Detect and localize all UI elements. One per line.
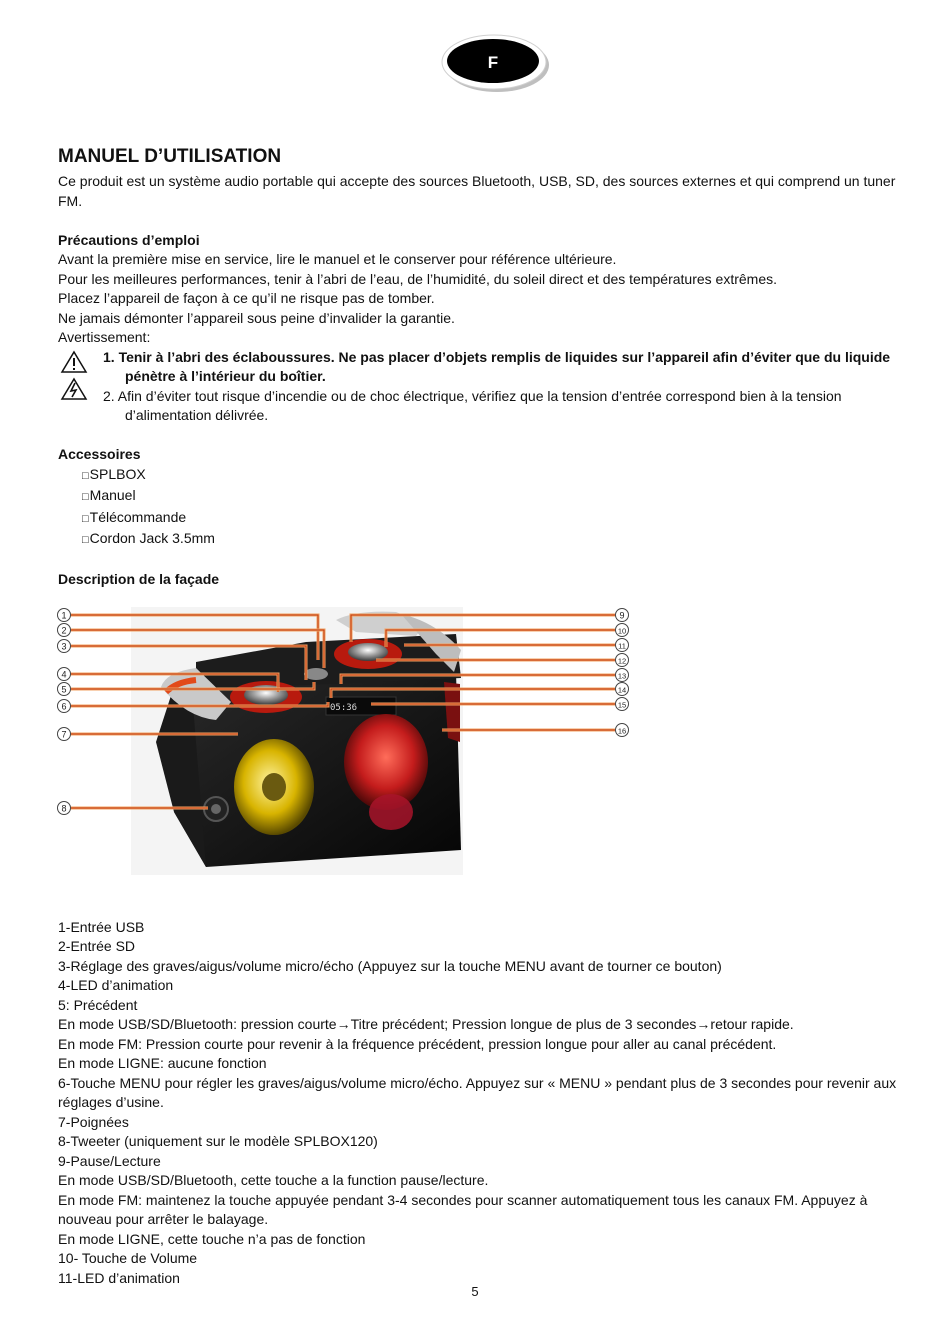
description-line: En mode LIGNE, cette touche n’a pas de fonction xyxy=(58,1230,366,1247)
callout-number: 15 xyxy=(617,700,627,709)
precaution-line: Avant la première mise en service, lire le manuel et le conserver pour référence ultérieure. xyxy=(58,251,617,267)
callout-number: 8 xyxy=(61,803,67,813)
display-readout: 05:36 xyxy=(330,702,358,713)
checkbox-icon: □ xyxy=(82,512,89,525)
precaution-line: Pour les meilleures performances, tenir à l’abri de l’eau, de l’humidité, du soleil direct et des températures extrêmes. xyxy=(58,270,778,287)
description-line: 5: Précédent xyxy=(58,996,138,1013)
description-line: En mode USB/SD/Bluetooth: pression courte→Titre précédent; Pression longue de plus de 3 secondes→retour rapide. xyxy=(58,1016,794,1032)
callout-number: 2 xyxy=(61,625,67,635)
callout-number: 16 xyxy=(617,726,627,735)
list-item: □Manuel xyxy=(82,487,136,503)
callout-number: 11 xyxy=(618,641,626,650)
callout-number: 1 xyxy=(61,610,67,620)
callout-number: 4 xyxy=(61,669,67,679)
intro-text: Ce produit est un système audio portable qui accepte des sources Bluetooth, USB, SD, des sources externes et qui comprend un tuner FM. xyxy=(58,173,896,209)
warning-item: 2. Afin d’éviter tout risque d’incendie ou de choc électrique, vérifiez que la tension d’entrée correspond bien à la tension d’alimentation délivrée. xyxy=(103,387,842,423)
warning-list xyxy=(58,348,898,426)
checkbox-icon: □ xyxy=(82,469,89,482)
description-line: 7-Poignées xyxy=(58,1113,129,1130)
warning-triangle-icon xyxy=(60,350,88,402)
list-item: □Télécommande xyxy=(82,508,187,525)
callout-number: 5 xyxy=(61,684,67,694)
description-line: En mode USB/SD/Bluetooth, cette touche a la function pause/lecture. xyxy=(58,1172,489,1188)
description-line: 3-Réglage des graves/aigus/volume micro/écho (Appuyez sur la touche MENU avant de tourner ce bouton) xyxy=(58,957,722,974)
facade-heading: Description de la façade xyxy=(58,571,220,587)
precaution-line: Placez l’appareil de façon à ce qu’il ne risque pas de tomber. xyxy=(58,290,435,306)
callout-number: 6 xyxy=(61,701,67,711)
language-badge xyxy=(440,32,550,94)
checkbox-icon: □ xyxy=(82,491,89,503)
facade-diagram xyxy=(58,602,898,892)
checkbox-icon: □ xyxy=(82,534,89,546)
accessories-list xyxy=(58,465,898,551)
manual-page xyxy=(58,144,898,1288)
callout-number: 13 xyxy=(617,671,627,680)
callout-number: 7 xyxy=(61,729,67,739)
description-line: 4-LED d’animation xyxy=(58,977,174,993)
callout-number: 14 xyxy=(617,685,627,694)
description-list xyxy=(58,918,898,1289)
callout-number: 12 xyxy=(617,656,627,665)
page-title: MANUEL D’UTILISATION xyxy=(58,146,282,167)
description-line: 10- Touche de Volume xyxy=(58,1250,198,1266)
callout-number: 9 xyxy=(619,610,625,620)
description-line: En mode FM: maintenez la touche appuyée pendant 3-4 secondes pour scanner automatiquement tous les canaux FM. Appuyez à nouveau pour arrêter le balayage. xyxy=(58,1191,868,1227)
description-line: 11-LED d’animation xyxy=(58,1269,180,1286)
list-item: □SPLBOX xyxy=(82,465,146,482)
description-line: 9-Pause/Lecture xyxy=(58,1152,161,1169)
callout-number: 10 xyxy=(617,626,627,635)
page-number: 5 xyxy=(471,1284,479,1299)
description-line: En mode FM: Pression courte pour revenir à la fréquence précédent, pression longue pour aller au canal précédent. xyxy=(58,1035,777,1052)
accessories-heading: Accessoires xyxy=(58,446,141,462)
description-line: 1-Entrée USB xyxy=(58,918,145,935)
language-badge-letter: F xyxy=(487,53,499,72)
precaution-line: Ne jamais démonter l’appareil sous peine d’invalider la garantie. xyxy=(58,309,455,326)
list-item: □Cordon Jack 3.5mm xyxy=(82,530,215,546)
description-line: 6-Touche MENU pour régler les graves/aigus/volume micro/écho. Appuyez sur « MENU » pendant plus de 3 secondes pour revenir aux réglages d’usine. xyxy=(58,1074,897,1110)
precautions-heading: Précautions d’emploi xyxy=(58,231,200,248)
callout-number: 3 xyxy=(61,641,67,651)
warning-label: Avertissement: xyxy=(58,329,151,345)
description-line: 2-Entrée SD xyxy=(58,938,136,954)
description-line: 8-Tweeter (uniquement sur le modèle SPLBOX120) xyxy=(58,1133,378,1149)
warning-item: 1. Tenir à l’abri des éclaboussures. Ne pas placer d’objets remplis de liquides sur l’appareil afin d’éviter que du liquide pénètre à l’intérieur du boîtier. xyxy=(103,348,891,384)
description-line: En mode LIGNE: aucune fonction xyxy=(58,1055,267,1071)
